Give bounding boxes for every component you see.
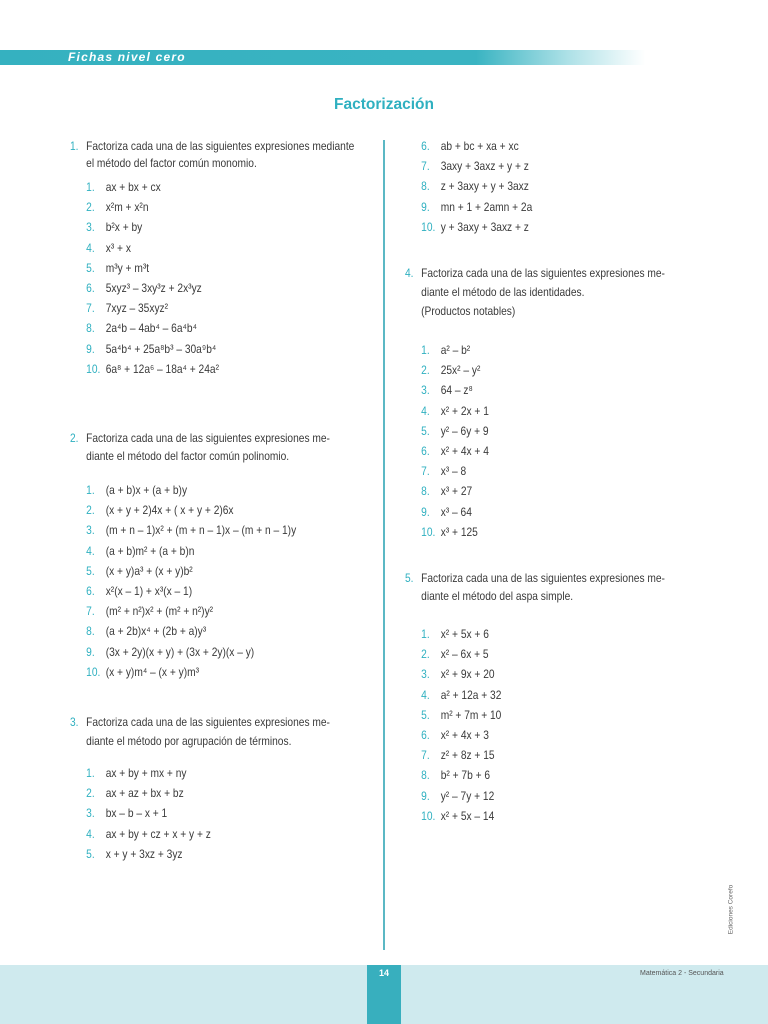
- exercise-number: 5.: [405, 571, 414, 585]
- exercise-item: [86, 844, 211, 864]
- page-title: Factorización: [334, 96, 434, 113]
- exercise-item: [86, 783, 211, 803]
- item-number: 8.: [86, 321, 95, 336]
- item-expression: x³ – 64: [440, 504, 472, 519]
- item-expression: (x + y + 2)4x + ( x + y + 2)6x: [105, 503, 234, 518]
- exercise-item: [86, 480, 296, 500]
- exercise-number: 4.: [405, 266, 414, 280]
- exercise-item: [86, 824, 211, 844]
- item-number: 3.: [86, 220, 95, 235]
- exercise-item: [86, 278, 219, 298]
- item-expression: 25x² – y²: [440, 363, 481, 378]
- item-number: 8.: [421, 768, 430, 783]
- item-expression: (x + y)m⁴ – (x + y)m³: [105, 664, 200, 679]
- item-number: 5.: [421, 423, 430, 438]
- exercise-item: [421, 806, 501, 826]
- exercise-item: [421, 786, 501, 806]
- exercise-5-prompt: [405, 569, 665, 605]
- exercise-item: [86, 177, 219, 197]
- prompt-line: Factoriza cada una de las siguientes expresiones me-: [421, 266, 665, 280]
- item-expression: (a + b)x + (a + b)y: [105, 483, 188, 497]
- item-expression: x² + 5x + 6: [440, 627, 489, 641]
- exercise-number: 3.: [70, 715, 79, 729]
- item-number: 9.: [86, 644, 95, 659]
- item-number: 4.: [86, 543, 95, 558]
- item-expression: m² + 7m + 10: [440, 707, 502, 722]
- page-number: 14: [378, 968, 389, 978]
- item-number: 9.: [421, 504, 430, 519]
- item-expression: x²(x – 1) + x³(x – 1): [105, 583, 193, 598]
- item-number: 3.: [86, 806, 95, 821]
- item-expression: mn + 1 + 2amn + 2a: [440, 199, 533, 214]
- item-number: 8.: [421, 179, 430, 194]
- item-expression: z + 3axy + y + 3axz: [440, 179, 529, 194]
- exercise-item: [421, 481, 489, 501]
- item-expression: ax + az + bx + bz: [105, 786, 184, 801]
- item-expression: 7xyz – 35xyz²: [105, 301, 169, 316]
- item-number: 1.: [86, 766, 95, 780]
- prompt-line: diante el método del factor común polinomio.: [86, 449, 290, 463]
- item-number: 8.: [421, 484, 430, 499]
- item-number: 9.: [86, 341, 95, 356]
- item-number: 5.: [421, 707, 430, 722]
- exercise-1-items: [70, 177, 219, 379]
- item-expression: x³ – 8: [440, 464, 467, 479]
- exercise-item: [421, 664, 501, 684]
- exercise-item: [421, 685, 501, 705]
- item-expression: ax + by + cz + x + y + z: [105, 826, 211, 841]
- exercise-number: 2.: [70, 431, 79, 445]
- exercise-number: 1.: [70, 139, 79, 153]
- item-number: 10.: [421, 219, 436, 234]
- prompt-line: el método del factor común monomio.: [86, 156, 257, 170]
- exercise-5-items: [405, 624, 501, 826]
- item-expression: 5a⁴b⁴ + 25a⁸b³ – 30a⁹b⁴: [105, 341, 217, 356]
- exercise-item: [421, 156, 532, 176]
- item-number: 10.: [421, 524, 436, 539]
- prompt-line: Factoriza cada una de las siguientes expresiones mediante: [86, 139, 355, 153]
- item-number: 5.: [86, 846, 95, 861]
- item-expression: (m² + n²)x² + (m² + n²)y²: [105, 604, 214, 619]
- item-number: 9.: [421, 788, 430, 803]
- item-number: 4.: [86, 240, 95, 255]
- item-expression: y² – 6y + 9: [440, 423, 489, 438]
- exercise-item: [421, 502, 489, 522]
- exercise-item: [86, 258, 219, 278]
- item-expression: (a + 2b)x⁴ + (2b + a)y³: [105, 624, 207, 639]
- item-expression: a² + 12a + 32: [440, 687, 502, 702]
- exercise-item: [86, 561, 296, 581]
- item-expression: x²m + x²n: [105, 200, 149, 215]
- prompt-line: Factoriza cada una de las siguientes expresiones me-: [86, 715, 330, 729]
- prompt-line: diante el método por agrupación de términos.: [86, 734, 292, 748]
- exercise-item: [86, 763, 211, 783]
- item-number: 4.: [421, 687, 430, 702]
- page-number-box: [367, 965, 401, 1024]
- exercise-3-items: [70, 763, 211, 864]
- exercise-item: [86, 662, 296, 682]
- item-number: 6.: [421, 443, 430, 458]
- item-number: 1.: [421, 627, 430, 641]
- exercise-2-items: [70, 480, 296, 682]
- exercise-item: [86, 642, 296, 662]
- exercise-item: [421, 624, 501, 644]
- item-expression: x² + 4x + 4: [440, 443, 489, 458]
- item-number: 3.: [421, 383, 430, 398]
- item-number: 6.: [86, 583, 95, 598]
- item-number: 3.: [86, 523, 95, 538]
- item-number: 4.: [421, 403, 430, 418]
- column-divider: [383, 140, 385, 950]
- item-number: 7.: [421, 748, 430, 763]
- item-expression: a² – b²: [440, 343, 471, 357]
- exercise-item: [86, 541, 296, 561]
- exercise-item: [421, 217, 532, 237]
- exercise-item: [86, 238, 219, 258]
- item-expression: x + y + 3xz + 3yz: [105, 846, 183, 861]
- exercise-1-prompt: [70, 138, 354, 172]
- item-expression: y² – 7y + 12: [440, 788, 495, 803]
- item-expression: 64 – z⁸: [440, 383, 473, 398]
- item-number: 4.: [86, 826, 95, 841]
- exercise-item: [86, 298, 219, 318]
- prompt-line: diante el método de las identidades.: [421, 285, 585, 299]
- header-band: [0, 50, 768, 65]
- item-expression: x² + 9x + 20: [440, 667, 495, 682]
- exercise-item: [86, 601, 296, 621]
- exercise-item: [86, 520, 296, 540]
- exercise-3-prompt: [70, 713, 330, 751]
- item-number: 5.: [86, 260, 95, 275]
- item-number: 2.: [86, 200, 95, 215]
- exercise-item: [421, 176, 532, 196]
- item-expression: y + 3axy + 3axz + z: [440, 219, 529, 234]
- exercise-item: [421, 421, 489, 441]
- exercise-item: [421, 461, 489, 481]
- exercise-4-prompt: [405, 264, 665, 321]
- exercise-item: [421, 745, 501, 765]
- item-expression: x² + 4x + 3: [440, 727, 489, 742]
- item-number: 2.: [421, 647, 430, 662]
- item-expression: 6a⁸ + 12a⁶ – 18a⁴ + 24a²: [105, 361, 219, 376]
- series-label: Fichas nivel cero: [68, 50, 186, 64]
- item-expression: 5xyz³ – 3xy³z + 2x³yz: [105, 280, 202, 295]
- item-number: 7.: [86, 301, 95, 316]
- prompt-line: Factoriza cada una de las siguientes expresiones me-: [86, 431, 330, 445]
- item-number: 2.: [86, 786, 95, 801]
- item-expression: x³ + x: [105, 240, 131, 255]
- exercise-item: [421, 644, 501, 664]
- exercise-item: [421, 360, 489, 380]
- item-expression: b²x + by: [105, 220, 143, 235]
- item-expression: (m + n – 1)x² + (m + n – 1)x – (m + n – 1)y: [105, 523, 297, 538]
- item-number: 1.: [86, 180, 95, 194]
- item-expression: ax + bx + cx: [105, 180, 161, 194]
- exercise-item: [86, 359, 219, 379]
- exercise-item: [86, 581, 296, 601]
- item-number: 7.: [421, 159, 430, 174]
- item-number: 10.: [421, 808, 436, 823]
- item-expression: ax + by + mx + ny: [105, 766, 187, 780]
- exercise-3-items-continued: [405, 136, 532, 237]
- item-expression: x² – 6x + 5: [440, 647, 489, 662]
- exercise-item: [86, 621, 296, 641]
- item-number: 7.: [421, 464, 430, 479]
- exercise-item: [421, 380, 489, 400]
- book-title: Matemática 2 - Secundaria: [640, 970, 724, 977]
- exercise-item: [86, 339, 219, 359]
- exercise-item: [421, 401, 489, 421]
- exercise-item: [86, 803, 211, 823]
- item-number: 10.: [86, 664, 101, 679]
- exercise-item: [86, 197, 219, 217]
- publisher-credit: Ediciones Corefo: [727, 884, 735, 935]
- exercise-item: [421, 136, 532, 156]
- item-number: 1.: [86, 483, 95, 497]
- item-number: 5.: [86, 563, 95, 578]
- item-expression: z² + 8z + 15: [440, 748, 495, 763]
- item-number: 7.: [86, 604, 95, 619]
- exercise-item: [86, 500, 296, 520]
- item-expression: (x + y)a³ + (x + y)b²: [105, 563, 193, 578]
- item-number: 2.: [421, 363, 430, 378]
- item-number: 3.: [421, 667, 430, 682]
- item-expression: x² + 5x – 14: [440, 808, 495, 823]
- item-expression: 3axy + 3axz + y + z: [440, 159, 529, 174]
- item-expression: (3x + 2y)(x + y) + (3x + 2y)(x – y): [105, 644, 255, 659]
- item-expression: x³ + 125: [440, 524, 478, 539]
- exercise-item: [421, 522, 489, 542]
- item-expression: 2a⁴b – 4ab⁴ – 6a⁴b⁴: [105, 321, 197, 336]
- exercise-item: [421, 725, 501, 745]
- item-expression: bx – b – x + 1: [105, 806, 168, 821]
- item-expression: x² + 2x + 1: [440, 403, 489, 418]
- item-number: 2.: [86, 503, 95, 518]
- item-expression: b² + 7b + 6: [440, 768, 491, 783]
- item-number: 8.: [86, 624, 95, 639]
- prompt-line: (Productos notables): [421, 304, 516, 318]
- item-number: 6.: [86, 280, 95, 295]
- item-number: 10.: [86, 361, 101, 376]
- exercise-item: [421, 340, 489, 360]
- exercise-4-items: [405, 340, 489, 542]
- prompt-line: Factoriza cada una de las siguientes expresiones me-: [421, 571, 665, 585]
- item-expression: x³ + 27: [440, 484, 473, 499]
- item-expression: (a + b)m² + (a + b)n: [105, 543, 195, 558]
- prompt-line: diante el método del aspa simple.: [421, 589, 574, 603]
- exercise-item: [86, 318, 219, 338]
- exercise-item: [421, 765, 501, 785]
- exercise-2-prompt: [70, 429, 330, 465]
- item-number: 1.: [421, 343, 430, 357]
- item-expression: ab + bc + xa + xc: [440, 139, 519, 153]
- exercise-item: [421, 705, 501, 725]
- exercise-item: [86, 217, 219, 237]
- item-number: 6.: [421, 139, 430, 153]
- item-number: 6.: [421, 727, 430, 742]
- item-expression: m³y + m³t: [105, 260, 150, 275]
- item-number: 9.: [421, 199, 430, 214]
- exercise-item: [421, 441, 489, 461]
- exercise-item: [421, 197, 532, 217]
